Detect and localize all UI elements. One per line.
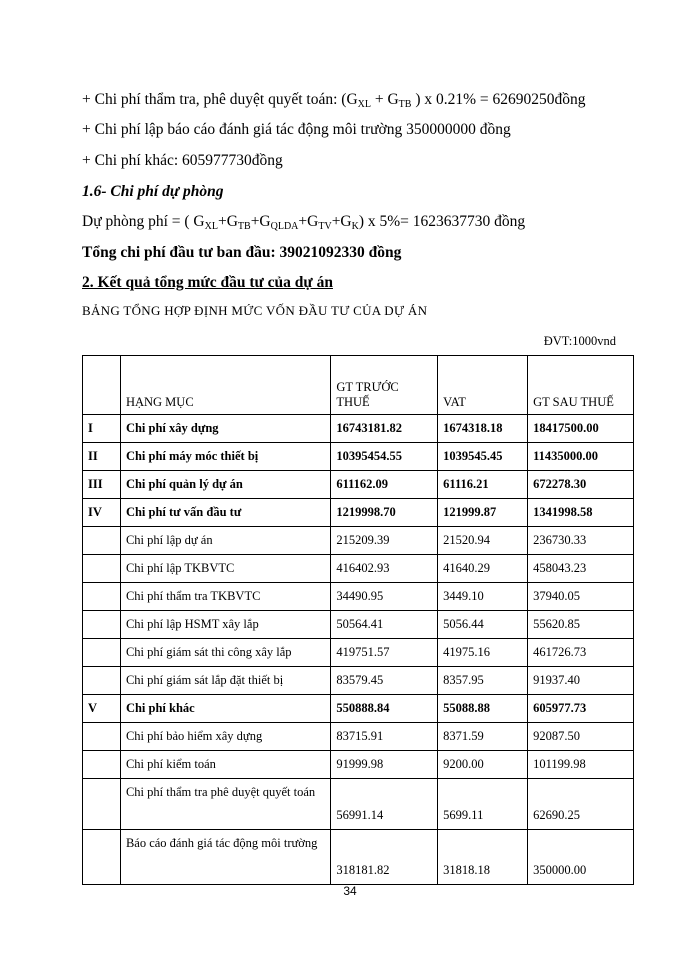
table-row [83, 830, 634, 885]
header-cell-index [83, 356, 121, 415]
table-row [83, 555, 634, 583]
unit-label: ĐVT:1000vnd [543, 334, 616, 348]
text-fragment: ) x 5%= 1623637730 đồng [358, 213, 526, 230]
row-vat: 5056.44 [438, 611, 528, 639]
row-pre-tax: 10395454.55 [331, 443, 438, 471]
row-post-tax: 37940.05 [528, 583, 634, 611]
header-cell-item: HẠNG MỤC [120, 356, 330, 415]
text-fragment: Dự phòng phí = ( G [82, 213, 205, 230]
row-vat: 1039545.45 [438, 443, 528, 471]
text-line-env-report-cost: + Chi phí lập báo cáo đánh giá tác động môi trường 350000000 đồng [82, 121, 511, 138]
row-vat: 121999.87 [438, 499, 528, 527]
row-pre-tax: 419751.57 [331, 639, 438, 667]
row-index [83, 555, 121, 583]
section-heading-contingency: 1.6- Chi phí dự phòng [82, 183, 224, 200]
row-post-tax: 91937.40 [528, 667, 634, 695]
table-row [83, 723, 634, 751]
table-row [83, 443, 634, 471]
row-vat: 1674318.18 [438, 415, 528, 443]
row-pre-tax: 550888.84 [331, 695, 438, 723]
row-vat: 41975.16 [438, 639, 528, 667]
table-row [83, 667, 634, 695]
row-post-tax: 461726.73 [528, 639, 634, 667]
table-row [83, 471, 634, 499]
table-caption: BẢNG TỔNG HỢP ĐỊNH MỨC VỐN ĐẦU TƯ CỦA DỰ ÁN [82, 303, 428, 318]
row-vat: 61116.21 [438, 471, 528, 499]
text-fragment: + G [370, 91, 399, 108]
row-pre-tax: 611162.09 [331, 471, 438, 499]
text-line-audit-cost [82, 91, 586, 109]
text-fragment: +G [298, 213, 319, 230]
row-post-tax: 350000.00 [528, 830, 634, 885]
subscript: TB [398, 99, 412, 110]
row-index [83, 723, 121, 751]
subscript: TV [318, 221, 332, 232]
row-post-tax: 18417500.00 [528, 415, 634, 443]
row-index [83, 667, 121, 695]
row-vat: 8371.59 [438, 723, 528, 751]
row-item: Chi phí quản lý dự án [120, 471, 330, 499]
row-vat: 9200.00 [438, 751, 528, 779]
row-post-tax: 458043.23 [528, 555, 634, 583]
row-index [83, 527, 121, 555]
subscript: XL [204, 221, 218, 232]
row-vat: 8357.95 [438, 667, 528, 695]
row-index: V [83, 695, 121, 723]
table-row [83, 499, 634, 527]
header-cell-post-tax: GT SAU THUẾ [528, 356, 634, 415]
row-vat: 3449.10 [438, 583, 528, 611]
table-row [83, 527, 634, 555]
total-investment-line: Tổng chi phí đầu tư ban đầu: 39021092330 đồng [82, 244, 402, 261]
row-index [83, 830, 121, 885]
table-row [83, 611, 634, 639]
row-vat: 55088.88 [438, 695, 528, 723]
text-fragment: +G [217, 213, 238, 230]
row-item: Chi phí xây dựng [120, 415, 330, 443]
table-row [83, 639, 634, 667]
row-pre-tax: 83579.45 [331, 667, 438, 695]
row-item: Chi phí kiểm toán [120, 751, 330, 779]
subscript: XL [357, 99, 371, 110]
row-item: Chi phí bảo hiểm xây dựng [120, 723, 330, 751]
subscript: K [351, 221, 359, 232]
row-vat: 5699.11 [438, 779, 528, 830]
row-item: Chi phí giám sát thi công xây lắp [120, 639, 330, 667]
row-item: Chi phí lập HSMT xây lắp [120, 611, 330, 639]
row-pre-tax: 50564.41 [331, 611, 438, 639]
row-pre-tax: 56991.14 [331, 779, 438, 830]
row-index [83, 611, 121, 639]
text-fragment: + Chi phí thẩm tra, phê duyệt quyết toán: (G [82, 91, 358, 108]
table-header-row [83, 356, 634, 415]
row-post-tax: 605977.73 [528, 695, 634, 723]
row-post-tax: 55620.85 [528, 611, 634, 639]
subscript: QLDA [270, 221, 299, 232]
row-post-tax: 236730.33 [528, 527, 634, 555]
row-index: III [83, 471, 121, 499]
row-post-tax: 92087.50 [528, 723, 634, 751]
text-fragment: ) x 0.21% = 62690250đồng [411, 91, 586, 108]
header-cell-pre-tax: GT TRƯỚC THUẾ [331, 356, 438, 415]
row-item: Chi phí khác [120, 695, 330, 723]
row-index [83, 779, 121, 830]
text-line-other-cost: + Chi phí khác: 605977730đồng [82, 152, 283, 169]
row-pre-tax: 91999.98 [331, 751, 438, 779]
row-pre-tax: 83715.91 [331, 723, 438, 751]
row-item: Chi phí lập TKBVTC [120, 555, 330, 583]
text-fragment: +G [250, 213, 271, 230]
row-vat: 41640.29 [438, 555, 528, 583]
subscript: TB [237, 221, 251, 232]
header-cell-vat: VAT [438, 356, 528, 415]
row-post-tax: 62690.25 [528, 779, 634, 830]
investment-summary-table [82, 355, 634, 885]
row-index [83, 583, 121, 611]
row-index: IV [83, 499, 121, 527]
row-post-tax: 672278.30 [528, 471, 634, 499]
section-heading-results: 2. Kết quả tổng mức đầu tư của dự án [82, 274, 333, 291]
row-pre-tax: 1219998.70 [331, 499, 438, 527]
text-fragment: +G [331, 213, 352, 230]
table-row [83, 415, 634, 443]
row-pre-tax: 16743181.82 [331, 415, 438, 443]
row-item: Chi phí máy móc thiết bị [120, 443, 330, 471]
row-pre-tax: 34490.95 [331, 583, 438, 611]
row-item: Chi phí giám sát lắp đặt thiết bị [120, 667, 330, 695]
row-post-tax: 1341998.58 [528, 499, 634, 527]
row-item: Chi phí thẩm tra TKBVTC [120, 583, 330, 611]
row-index: II [83, 443, 121, 471]
row-item: Chi phí tư vấn đầu tư [120, 499, 330, 527]
table-row [83, 779, 634, 830]
row-item: Báo cáo đánh giá tác động môi trường [120, 830, 330, 885]
row-pre-tax: 416402.93 [331, 555, 438, 583]
row-index [83, 639, 121, 667]
table-row [83, 751, 634, 779]
row-index: I [83, 415, 121, 443]
text-line-contingency-formula [82, 213, 525, 231]
row-post-tax: 11435000.00 [528, 443, 634, 471]
row-item: Chi phí thẩm tra phê duyệt quyết toán [120, 779, 330, 830]
row-vat: 21520.94 [438, 527, 528, 555]
row-item: Chi phí lập dự án [120, 527, 330, 555]
row-vat: 31818.18 [438, 830, 528, 885]
table-row [83, 695, 634, 723]
row-post-tax: 101199.98 [528, 751, 634, 779]
table-row [83, 583, 634, 611]
row-pre-tax: 318181.82 [331, 830, 438, 885]
row-index [83, 751, 121, 779]
page-number: 34 [343, 884, 357, 898]
row-pre-tax: 215209.39 [331, 527, 438, 555]
